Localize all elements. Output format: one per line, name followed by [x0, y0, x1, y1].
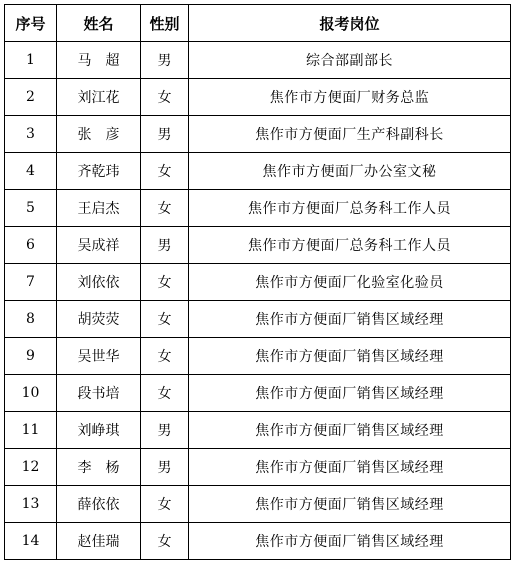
row-position: 焦作市方便面厂销售区域经理 [189, 301, 511, 338]
row-position: 焦作市方便面厂销售区域经理 [189, 338, 511, 375]
table-row [5, 227, 511, 264]
row-position: 焦作市方便面厂化验室化验员 [189, 264, 511, 301]
row-index: 2 [5, 79, 57, 116]
row-gender: 男 [141, 412, 189, 449]
row-index: 7 [5, 264, 57, 301]
row-name: 齐乾玮 [57, 153, 141, 190]
row-name: 刘峥琪 [57, 412, 141, 449]
row-gender: 男 [141, 227, 189, 264]
row-index: 1 [5, 42, 57, 79]
row-position: 焦作市方便面厂销售区域经理 [189, 486, 511, 523]
row-name: 段书培 [57, 375, 141, 412]
row-position: 焦作市方便面厂销售区域经理 [189, 412, 511, 449]
row-index: 13 [5, 486, 57, 523]
row-index: 9 [5, 338, 57, 375]
row-position: 焦作市方便面厂销售区域经理 [189, 449, 511, 486]
row-position: 焦作市方便面厂销售区域经理 [189, 375, 511, 412]
row-position: 综合部副部长 [189, 42, 511, 79]
row-index: 10 [5, 375, 57, 412]
table-row [5, 301, 511, 338]
row-position: 焦作市方便面厂生产科副科长 [189, 116, 511, 153]
row-name: 刘依依 [57, 264, 141, 301]
row-gender: 女 [141, 375, 189, 412]
applicant-table-container [4, 4, 510, 560]
row-gender: 女 [141, 338, 189, 375]
row-name: 吴世华 [57, 338, 141, 375]
table-row [5, 153, 511, 190]
row-name: 薛依依 [57, 486, 141, 523]
row-position: 焦作市方便面厂总务科工作人员 [189, 190, 511, 227]
row-position: 焦作市方便面厂财务总监 [189, 79, 511, 116]
table-row [5, 42, 511, 79]
table-row [5, 375, 511, 412]
row-index: 14 [5, 523, 57, 560]
header-gender: 性别 [141, 5, 189, 42]
row-index: 3 [5, 116, 57, 153]
row-position: 焦作市方便面厂总务科工作人员 [189, 227, 511, 264]
row-index: 6 [5, 227, 57, 264]
row-name: 王启杰 [57, 190, 141, 227]
header-position: 报考岗位 [189, 5, 511, 42]
row-gender: 女 [141, 190, 189, 227]
row-index: 4 [5, 153, 57, 190]
table-row [5, 79, 511, 116]
row-name: 吴成祥 [57, 227, 141, 264]
row-gender: 女 [141, 523, 189, 560]
table-body [5, 42, 511, 560]
applicant-table [4, 4, 511, 560]
row-name: 李 杨 [57, 449, 141, 486]
table-row [5, 449, 511, 486]
row-name: 胡荧荧 [57, 301, 141, 338]
row-position: 焦作市方便面厂办公室文秘 [189, 153, 511, 190]
table-row [5, 190, 511, 227]
header-index: 序号 [5, 5, 57, 42]
row-index: 11 [5, 412, 57, 449]
row-gender: 男 [141, 116, 189, 153]
row-gender: 男 [141, 449, 189, 486]
row-position: 焦作市方便面厂销售区域经理 [189, 523, 511, 560]
row-gender: 女 [141, 153, 189, 190]
row-gender: 女 [141, 301, 189, 338]
table-row [5, 412, 511, 449]
table-row [5, 264, 511, 301]
row-gender: 女 [141, 486, 189, 523]
header-name: 姓名 [57, 5, 141, 42]
table-row [5, 338, 511, 375]
row-name: 张 彦 [57, 116, 141, 153]
table-row [5, 116, 511, 153]
row-gender: 女 [141, 264, 189, 301]
row-name: 马 超 [57, 42, 141, 79]
table-row [5, 486, 511, 523]
row-name: 刘江花 [57, 79, 141, 116]
row-index: 8 [5, 301, 57, 338]
table-row [5, 523, 511, 560]
header-row [5, 5, 511, 42]
row-index: 12 [5, 449, 57, 486]
table-header [5, 5, 511, 42]
row-gender: 女 [141, 79, 189, 116]
row-name: 赵佳瑞 [57, 523, 141, 560]
row-index: 5 [5, 190, 57, 227]
row-gender: 男 [141, 42, 189, 79]
